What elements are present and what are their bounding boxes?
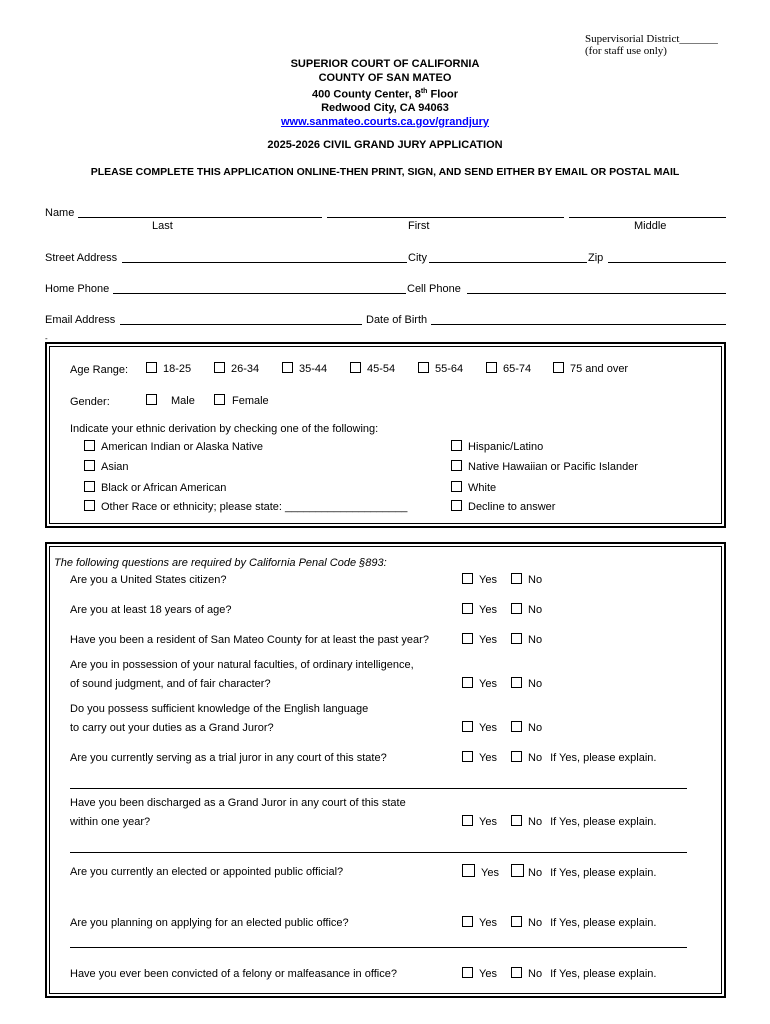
yes-option[interactable]: Yes (462, 603, 497, 616)
city-label: City (408, 252, 427, 264)
court-address: 400 County Center, 8th Floor (312, 88, 458, 101)
checkbox-icon[interactable] (451, 440, 462, 451)
no-option[interactable]: No If Yes, please explain. (511, 916, 656, 929)
ethnic-option[interactable]: Black or African American (84, 481, 226, 494)
middle-label: Middle (634, 220, 667, 232)
no-option[interactable]: No If Yes, please explain. (511, 815, 656, 828)
age-option-18-25[interactable]: 18-25 (146, 362, 191, 375)
ethnic-option[interactable]: Hispanic/Latino (451, 440, 543, 453)
age-option-65-74[interactable]: 65-74 (486, 362, 531, 375)
ethnic-option[interactable]: White (451, 481, 496, 494)
question-faculties: Are you in possession of your natural faculties, of ordinary intelligence, of sound judgment, and of fair character? (70, 659, 414, 690)
checkbox-icon[interactable] (84, 440, 95, 451)
yes-option[interactable]: Yes (462, 721, 497, 734)
checkbox-icon[interactable] (462, 864, 475, 877)
question-discharged: Have you been discharged as a Grand Juror in any court of this state within one year? (70, 797, 406, 828)
checkbox-icon[interactable] (511, 815, 522, 826)
gender-option-male[interactable]: Male (146, 394, 195, 407)
no-option[interactable]: No (511, 573, 542, 586)
checkbox-icon[interactable] (462, 815, 473, 826)
checkbox-icon[interactable] (418, 362, 429, 373)
age-range-label: Age Range: (70, 364, 129, 376)
explain-note: If Yes, please explain. (550, 816, 657, 828)
penal-code-intro: The following questions are required by California Penal Code §893: (54, 557, 387, 569)
question-felony: Have you ever been convicted of a felony or malfeasance in office? (70, 968, 397, 980)
gender-option-female[interactable]: Female (214, 394, 269, 407)
last-name-field[interactable] (78, 217, 322, 218)
cell-phone-label: Cell Phone (407, 283, 461, 295)
checkbox-icon[interactable] (462, 751, 473, 762)
yes-option[interactable]: Yes (462, 573, 497, 586)
last-label: Last (152, 220, 173, 232)
city-field[interactable] (429, 262, 587, 263)
checkbox-icon[interactable] (511, 721, 522, 732)
yes-option[interactable]: Yes (462, 815, 497, 828)
yes-option[interactable]: Yes (462, 916, 497, 929)
no-option[interactable]: No (511, 633, 542, 646)
checkbox-icon[interactable] (84, 481, 95, 492)
checkbox-icon[interactable] (451, 460, 462, 471)
no-option[interactable]: No If Yes, please explain. (511, 864, 656, 879)
age-option-45-54[interactable]: 45-54 (350, 362, 395, 375)
court-city: Redwood City, CA 94063 (321, 102, 449, 115)
age-option-55-64[interactable]: 55-64 (418, 362, 463, 375)
checkbox-icon[interactable] (462, 677, 473, 688)
dob-label: Date of Birth (366, 314, 428, 326)
court-name: SUPERIOR COURT OF CALIFORNIA (290, 58, 480, 70)
explain-line[interactable] (70, 947, 687, 948)
explain-line[interactable] (70, 788, 687, 789)
grandjury-link[interactable]: www.sanmateo.courts.ca.gov/grandjury (280, 115, 490, 128)
no-option[interactable]: No (511, 603, 542, 616)
question-resident: Have you been a resident of San Mateo County for at least the past year? (70, 634, 429, 646)
checkbox-icon[interactable] (511, 603, 522, 614)
dob-field[interactable] (431, 324, 726, 325)
zip-label: Zip (588, 252, 604, 264)
checkbox-icon[interactable] (462, 573, 473, 584)
yes-option[interactable]: Yes (462, 967, 497, 980)
no-option[interactable]: No (511, 677, 542, 690)
checkbox-icon[interactable] (462, 916, 473, 927)
question-public-office: Are you planning on applying for an elected public office? (70, 917, 349, 929)
checkbox-icon[interactable] (553, 362, 564, 373)
yes-option[interactable]: Yes (462, 677, 497, 690)
checkbox-icon[interactable] (146, 362, 157, 373)
no-option[interactable]: No If Yes, please explain. (511, 751, 656, 764)
checkbox-icon[interactable] (462, 603, 473, 614)
street-address-label: Street Address (45, 252, 118, 264)
ethnic-option[interactable]: Native Hawaiian or Pacific Islander (451, 460, 638, 473)
checkbox-icon[interactable] (282, 362, 293, 373)
gender-label: Gender: (70, 396, 110, 408)
checkbox-icon[interactable] (511, 573, 522, 584)
ethnic-option[interactable]: American Indian or Alaska Native (84, 440, 263, 453)
first-label: First (408, 220, 430, 232)
checkbox-icon[interactable] (84, 500, 95, 511)
checkbox-icon[interactable] (462, 721, 473, 732)
yes-option[interactable]: Yes (462, 633, 497, 646)
name-label: Name (45, 207, 75, 219)
supervisorial-district-label: Supervisorial District_______ (585, 33, 718, 45)
zip-field[interactable] (608, 262, 726, 263)
question-public-official: Are you currently an elected or appointed public official? (70, 866, 344, 878)
checkbox-icon[interactable] (350, 362, 361, 373)
checkbox-icon[interactable] (451, 500, 462, 511)
street-address-field[interactable] (122, 262, 407, 263)
ethnic-prompt: Indicate your ethnic derivation by checking one of the following: (70, 423, 379, 435)
yes-option[interactable]: Yes (462, 864, 499, 879)
form-instructions: PLEASE COMPLETE THIS APPLICATION ONLINE-THEN PRINT, SIGN, AND SEND EITHER BY EMAIL OR POSTAL MAIL (90, 166, 680, 178)
email-address-field[interactable] (120, 324, 362, 325)
county-name: COUNTY OF SAN MATEO (318, 71, 452, 84)
form-title: 2025-2026 CIVIL GRAND JURY APPLICATION (267, 139, 503, 151)
checkbox-icon[interactable] (214, 362, 225, 373)
staff-use-note: (for staff use only) (585, 45, 667, 57)
question-citizen: Are you a United States citizen? (70, 574, 227, 586)
no-option[interactable]: No (511, 721, 542, 734)
ethnic-option[interactable]: Other Race or ethnicity; please state: ____________________ (84, 500, 407, 513)
question-trial-juror: Are you currently serving as a trial juror in any court of this state? (70, 752, 387, 764)
explain-note: If Yes, please explain. (550, 867, 657, 879)
explain-note: If Yes, please explain. (550, 917, 657, 929)
dash-mark: - (45, 334, 48, 343)
cell-phone-field[interactable] (467, 293, 726, 294)
explain-line[interactable] (70, 852, 687, 853)
checkbox-icon[interactable] (511, 633, 522, 644)
age-option-26-34[interactable]: 26-34 (214, 362, 259, 375)
checkbox-icon[interactable] (214, 394, 225, 405)
first-name-field[interactable] (327, 217, 564, 218)
checkbox-icon[interactable] (486, 362, 497, 373)
age-option-75-over[interactable]: 75 and over (553, 362, 628, 375)
checkbox-icon[interactable] (511, 864, 524, 877)
form-header (235, 58, 535, 129)
yes-option[interactable]: Yes (462, 751, 497, 764)
checkbox-icon[interactable] (511, 677, 522, 688)
email-address-label: Email Address (45, 314, 116, 326)
checkbox-icon[interactable] (146, 394, 157, 405)
checkbox-icon[interactable] (84, 460, 95, 471)
home-phone-label: Home Phone (45, 283, 110, 295)
checkbox-icon[interactable] (451, 481, 462, 492)
checkbox-icon[interactable] (462, 633, 473, 644)
checkbox-icon[interactable] (462, 967, 473, 978)
no-option[interactable]: No If Yes, please explain. (511, 967, 656, 980)
ethnic-option[interactable]: Asian (84, 460, 129, 473)
explain-note: If Yes, please explain. (550, 752, 657, 764)
home-phone-field[interactable] (113, 293, 406, 294)
middle-name-field[interactable] (569, 217, 726, 218)
checkbox-icon[interactable] (511, 916, 522, 927)
age-option-35-44[interactable]: 35-44 (282, 362, 327, 375)
checkbox-icon[interactable] (511, 967, 522, 978)
question-age: Are you at least 18 years of age? (70, 604, 232, 616)
ethnic-option[interactable]: Decline to answer (451, 500, 555, 513)
explain-note: If Yes, please explain. (550, 968, 657, 980)
question-english: Do you possess sufficient knowledge of the English language to carry out your duties as a Grand Juror? (70, 703, 369, 734)
checkbox-icon[interactable] (511, 751, 522, 762)
